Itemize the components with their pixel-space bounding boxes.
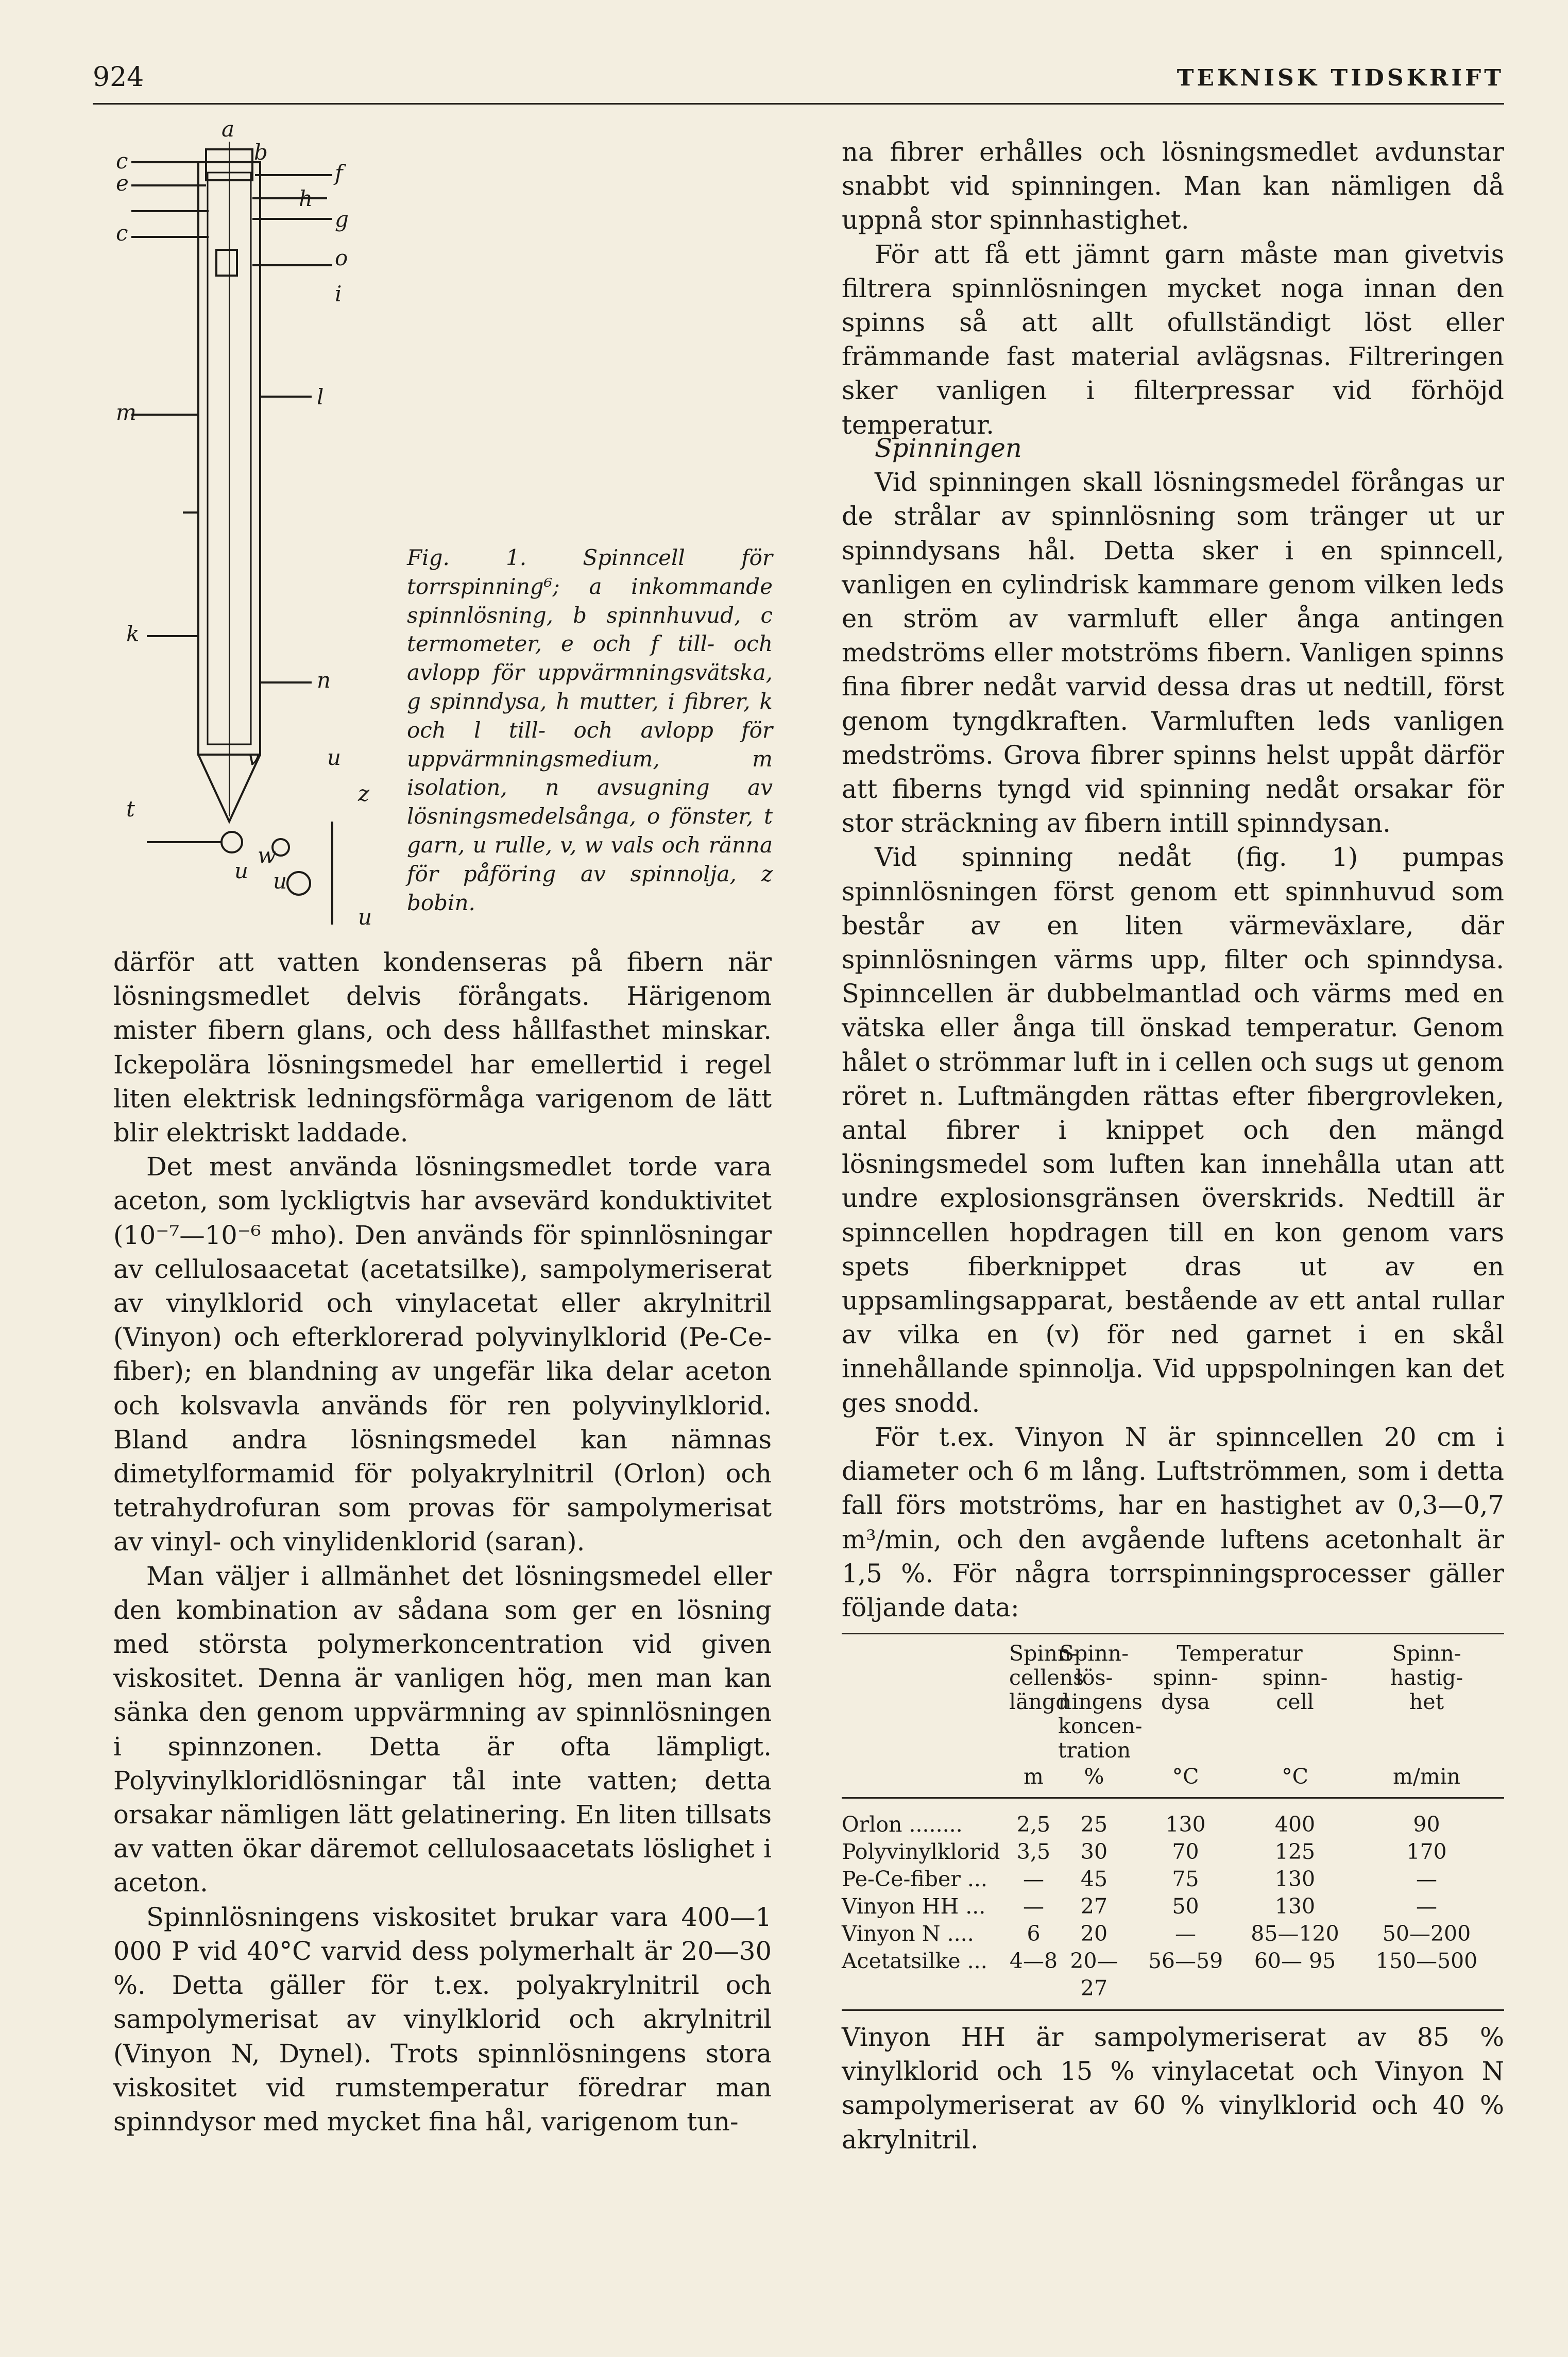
table-cell: 50—200: [1382, 1921, 1471, 1946]
unit-cell: %: [1084, 1764, 1104, 1789]
header-line: spinn-: [1152, 1665, 1219, 1690]
label-e: e: [116, 170, 129, 196]
figure-caption: [407, 543, 773, 917]
paragraph: För t.ex. Vinyon N är spinncellen 20 cm i diameter och 6 m lång. Luftströmmen, som i detta fall förs motströms, har en hastighet av 0,3—0,7 m³/min, och den avgående luftens acetonhalt är 1,5 %. För några torrspinningsprocesser gäller följande data:: [842, 1422, 1504, 1622]
table-cell: —: [1023, 1894, 1044, 1919]
table-cell: 4—8: [1009, 1949, 1058, 1973]
table-row: [842, 1920, 1504, 1948]
table-cell: 125: [1274, 1839, 1316, 1864]
header-cell-concentration: [1058, 1641, 1143, 1763]
table-cell: 3,5: [1016, 1839, 1051, 1864]
page-number: 924: [93, 62, 144, 93]
paragraph: Vid spinning nedåt (fig. 1) pumpas spinnlösningen först genom ett spinnhuvud som består av en liten värmeväxlare, där spinnlösningen värms upp, filter och spinndysa. Spinncellen är dubbelmantlad och värms med en vätska eller ånga till önskad temperatur. Genom hålet o strömmar luft in i cellen och sugs ut genom röret n. Luftmängden rättas efter fibergrovleken, antal fibrer i knippet och den mängd lösningsmedel som luften kan innehålla utan att undre explosionsgränsen överskrids. Nedtill är spinncellen hopdragen till en kon genom vars spets fiberknippet dras ut av en uppsamlingsapparat, bestående av ett antal rullar av vilka en (v) för ned garnet i en skål innehållande spinnolja. Vid uppspolningen kan det ges snodd.: [842, 842, 1504, 1418]
header-line: lös-: [1075, 1665, 1113, 1690]
header-line: het: [1409, 1689, 1444, 1714]
section-heading: Spinningen: [875, 433, 1022, 463]
table-row: [842, 1866, 1504, 1893]
label-l: l: [317, 384, 324, 409]
label-u2: u: [234, 858, 249, 883]
header-line: cell: [1276, 1689, 1314, 1714]
unit-cell: °C: [1282, 1764, 1308, 1789]
header-cell-cell: [1241, 1666, 1349, 1714]
spinning-cell-diagram: [116, 121, 404, 935]
table-cell: 60— 95: [1254, 1949, 1336, 1973]
table-cell: 170: [1406, 1839, 1447, 1864]
label-u3: u: [273, 868, 287, 894]
header-line: koncen-: [1058, 1714, 1143, 1738]
table-cell: —: [1175, 1921, 1196, 1946]
paragraph: Vid spinningen skall lösningsmedel förångas ur de strålar av spinnlösning som tränger ut ur spinndysans hål. Detta sker i en spinncell, vanligen en cylindrisk kammare genom vilken leds en ström av varmluft eller ånga antingen medströms eller motströms fibern. Vanligen spinns fina fibrer nedåt varvid dessa dras ut nedtill, först genom tyngdkraften. Varmluften leds vanligen medströms. Grova fibrer spinns helst uppåt därför att fiberns tyngd vid spinning nedåt orsakar för stor sträckning av fibern intill spinndysan.: [842, 467, 1504, 839]
unit-cell: °C: [1172, 1764, 1199, 1789]
header-line: tration: [1058, 1738, 1131, 1763]
header-cell-temperature: [1130, 1642, 1349, 1763]
table-cell: 400: [1274, 1812, 1316, 1837]
units-row: [842, 1765, 1504, 1789]
table-cell: —: [1023, 1867, 1044, 1891]
right-column-mid: [842, 431, 1504, 1625]
label-k: k: [126, 621, 140, 646]
header-line: längd: [1009, 1689, 1069, 1714]
label-h: h: [299, 186, 313, 211]
table-cell: 45: [1080, 1867, 1108, 1891]
header-line: Spinn-: [1392, 1641, 1461, 1666]
table-cell: 75: [1172, 1867, 1199, 1891]
label-b: b: [254, 140, 268, 165]
table-cell: 90: [1413, 1812, 1440, 1837]
paragraph: För att få ett jämnt garn måste man givetvis filtrera spinnlösningen mycket noga innan den spinns så att allt ofullständigt löst eller främmande fast material avlägsnas. Filtreringen sker vanligen i filterpressar vid förhöjd temperatur.: [842, 239, 1504, 440]
data-table: [842, 1633, 1504, 2011]
table-cell: Vinyon HH ...: [842, 1894, 986, 1919]
unit-cell: m: [1024, 1764, 1044, 1789]
table-cell: Vinyon N ....: [842, 1921, 974, 1946]
label-w: w: [258, 843, 276, 868]
label-g: g: [335, 207, 349, 232]
figure-caption-text: Fig. 1. Spinncell för torrspinning⁶; a inkommande spinnlösning, b spinnhuvud, c termometer, e och f till- och avlopp för uppvärmningsvätska, g spinndysa, h mutter, i fibrer, k och l till- och avlopp för uppvärmningsmedium, m isolation, n avsugning av lösningsmedelsånga, o fönster, t garn, u rulle, v, w vals och ränna för påföring av spinnolja, z bobin.: [407, 545, 773, 915]
table-cell: 130: [1274, 1894, 1316, 1919]
paragraph: därför att vatten kondenseras på fibern när lösningsmedlet delvis förångats. Härigenom mister fibern glans, och dess hållfasthet minskar. Ickepolära lösningsmedel har emellertid i regel liten elektrisk ledningsförmåga varigenom de lätt blir elektriskt laddade.: [113, 947, 772, 1148]
label-z: z: [358, 781, 370, 806]
page-header: [93, 46, 1504, 105]
label-u1: u: [327, 745, 342, 770]
label-i: i: [335, 281, 342, 306]
table-cell: 30: [1080, 1839, 1108, 1864]
right-column-top: [842, 135, 1504, 442]
table-cell: 20: [1080, 1921, 1108, 1946]
header-line: spinn-: [1262, 1665, 1328, 1690]
table-cell: 70: [1172, 1839, 1199, 1864]
bobbin-shape: [287, 872, 310, 895]
table-row: [842, 1811, 1504, 1838]
journal-title: TEKNISK TIDSKRIFT: [1177, 65, 1504, 91]
label-v: v: [247, 745, 260, 770]
paragraph: Det mest använda lösningsmedlet torde vara aceton, som lyckligtvis har avsevärd konduktivitet (10⁻⁷—10⁻⁶ mho). Den används för spinnlösningar av cellulosaacetat (acetatsilke), sampolymeriserat av vinylklorid och vinylacetat eller akrylnitril (Vinyon) och efterklorerad polyvinylklorid (Pe-Ce-fiber); en blandning av ungefär lika delar aceton och kolsvavla används för ren polyvinylklorid. Bland andra lösningsmedel kan nämnas dimetylformamid för polyakrylnitril (Orlon) och tetrahydrofuran som provas för sampolymerisat av vinyl- och vinylidenklorid (saran).: [113, 1152, 772, 1557]
header-cell-length: [1009, 1641, 1084, 1763]
table-cell: Pe-Ce-fiber ...: [842, 1867, 987, 1891]
label-c2: c: [116, 220, 128, 246]
closing-paragraph: [842, 2020, 1504, 2157]
label-n: n: [317, 668, 331, 693]
header-line: dysa: [1161, 1689, 1210, 1714]
unit-cell: m/min: [1392, 1764, 1461, 1789]
window-shape: [216, 250, 237, 276]
header-line: Spinn-: [1009, 1641, 1079, 1666]
table-cell: Acetatsilke ...: [842, 1949, 987, 1973]
table-cell: 2,5: [1016, 1812, 1051, 1837]
table-cell: —: [1416, 1894, 1437, 1919]
paragraph: Vinyon HH är sampolymeriserat av 85 % vinylklorid och 15 % vinylacetat och Vinyon N sampolymeriserat av 60 % vinylklorid och 40 % akrylnitril.: [842, 2022, 1504, 2155]
table-cell: 130: [1165, 1812, 1206, 1837]
table-cell: 130: [1274, 1867, 1316, 1891]
table-header: [842, 1642, 1504, 1763]
table-cell: 6: [1027, 1921, 1041, 1946]
header-line: ningens: [1058, 1689, 1143, 1714]
paragraph: na fibrer erhålles och lösningsmedlet avdunstar snabbt vid spinningen. Man kan nämligen då uppnå stor spinnhastighet.: [842, 137, 1504, 235]
table-cell: 25: [1080, 1812, 1108, 1837]
table-row: [842, 1838, 1504, 1866]
table-cell: Polyvinylklorid: [842, 1839, 1000, 1864]
table-row: [842, 1948, 1504, 2002]
label-f: f: [335, 160, 343, 185]
header-cell-speed: [1349, 1642, 1504, 1763]
table-cell: 20—27: [1070, 1949, 1118, 2001]
table-cell: 50: [1172, 1894, 1199, 1919]
paragraph: Spinnlösningens viskositet brukar vara 400—1 000 P vid 40°C varvid dess polymerhalt är 20—30 %. Detta gäller för t.ex. polyakrylnitril och sampolymerisat av vinylklorid och akrylnitril (Vinyon N, Dynel). Trots spinnlösningens stora viskositet vid rumstemperatur föredrar man spinndysor med mycket fina hål, varigenom tun-: [113, 1902, 772, 2137]
table-row: [842, 1893, 1504, 1920]
header-line: Spinn-: [1059, 1641, 1129, 1666]
paragraph: Man väljer i allmänhet det lösningsmedel eller den kombination av sådana som ger en lösning med största polymerkoncentration vid given viskositet. Denna är vanligen hög, men man kan sänka den genom uppvärmning av spinnlösningen i spinnzonen. Detta är ofta lämpligt. Polyvinylkloridlösningar tål inte vatten; detta orsakar nämligen lätt gelatinering. En liten tillsats av vatten ökar däremot cellulosaacetats löslighet i aceton.: [113, 1561, 772, 1898]
roller-shape: [221, 832, 242, 852]
label-m: m: [116, 400, 137, 425]
table-cell: 150—500: [1375, 1949, 1478, 1973]
table-cell: 56—59: [1148, 1949, 1223, 1973]
header-line: hastig-: [1390, 1665, 1463, 1690]
table-cell: —: [1416, 1867, 1437, 1891]
table-cell: 85—120: [1251, 1921, 1339, 1946]
label-t: t: [126, 796, 135, 822]
left-column: [113, 945, 772, 2139]
label-u4: u: [358, 904, 372, 930]
label-a: a: [221, 121, 235, 142]
table-cell: 27: [1080, 1894, 1108, 1919]
header-cell-nozzle: [1130, 1666, 1241, 1714]
header-cell-empty: [842, 1642, 1009, 1763]
table-cell: Orlon ........: [842, 1812, 963, 1837]
label-o: o: [335, 245, 348, 270]
header-line: cellens: [1009, 1665, 1084, 1690]
label-c1: c: [116, 148, 128, 174]
header-line: Temperatur: [1177, 1641, 1303, 1666]
